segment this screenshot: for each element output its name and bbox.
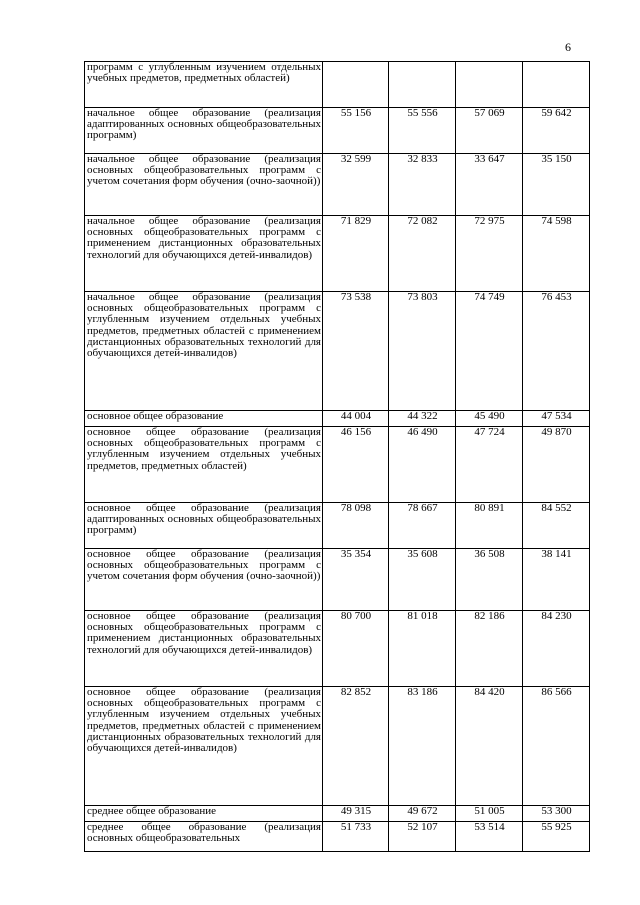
table-row xyxy=(85,62,590,108)
table-row xyxy=(85,687,590,806)
row-value-1 xyxy=(323,62,389,108)
row-value-2: 83 186 xyxy=(389,687,456,806)
row-value-4: 76 453 xyxy=(523,292,590,411)
table-row xyxy=(85,411,590,427)
row-value-4: 55 925 xyxy=(523,822,590,852)
table-row xyxy=(85,154,590,216)
row-value-4: 35 150 xyxy=(523,154,590,216)
row-value-4: 53 300 xyxy=(523,806,590,822)
row-value-1: 46 156 xyxy=(323,427,389,503)
row-value-3: 57 069 xyxy=(456,108,523,154)
row-value-2: 44 322 xyxy=(389,411,456,427)
row-description: основное общее образование (реализация основных общеобразовательных программ с углубленным изучением отдельных учебных предметов, предметных областей) xyxy=(85,427,323,503)
row-value-4: 84 552 xyxy=(523,503,590,549)
row-description: программ с углубленным изучением отдельных учебных предметов, предметных областей) xyxy=(85,62,323,108)
row-value-2: 81 018 xyxy=(389,611,456,687)
row-description: основное общее образование (реализация основных общеобразовательных программ с учетом сочетания форм обучения (очно-заочной)) xyxy=(85,549,323,611)
row-value-2 xyxy=(389,62,456,108)
row-value-2: 55 556 xyxy=(389,108,456,154)
row-value-3: 33 647 xyxy=(456,154,523,216)
row-value-2: 35 608 xyxy=(389,549,456,611)
row-description: начальное общее образование (реализация адаптированных основных общеобразовательных программ) xyxy=(85,108,323,154)
row-value-2: 73 803 xyxy=(389,292,456,411)
row-value-4: 47 534 xyxy=(523,411,590,427)
row-value-4: 59 642 xyxy=(523,108,590,154)
row-value-4: 84 230 xyxy=(523,611,590,687)
row-value-1: 80 700 xyxy=(323,611,389,687)
row-value-3: 84 420 xyxy=(456,687,523,806)
row-value-3: 74 749 xyxy=(456,292,523,411)
row-value-1: 73 538 xyxy=(323,292,389,411)
row-value-3: 82 186 xyxy=(456,611,523,687)
row-value-2: 46 490 xyxy=(389,427,456,503)
table-row xyxy=(85,611,590,687)
table-row xyxy=(85,292,590,411)
row-description: начальное общее образование (реализация основных общеобразовательных программ с применением дистанционных образовательных технологий для обучающихся детей-инвалидов) xyxy=(85,216,323,292)
row-value-3: 72 975 xyxy=(456,216,523,292)
row-value-1: 55 156 xyxy=(323,108,389,154)
table-row xyxy=(85,822,590,852)
row-value-2: 32 833 xyxy=(389,154,456,216)
table-row xyxy=(85,503,590,549)
row-value-4: 38 141 xyxy=(523,549,590,611)
table-row xyxy=(85,549,590,611)
row-value-2: 52 107 xyxy=(389,822,456,852)
row-description: начальное общее образование (реализация основных общеобразовательных программ с учетом сочетания форм обучения (очно-заочной)) xyxy=(85,154,323,216)
row-description: основное общее образование xyxy=(85,411,323,427)
row-description: среднее общее образование xyxy=(85,806,323,822)
row-description: основное общее образование (реализация адаптированных основных общеобразовательных программ) xyxy=(85,503,323,549)
row-value-1: 71 829 xyxy=(323,216,389,292)
row-value-1: 44 004 xyxy=(323,411,389,427)
row-description: начальное общее образование (реализация основных общеобразовательных программ с углубленным изучением отдельных учебных предметов, предметных областей с применением дистанционных образовательных технологий для обучающихся детей-инвалидов) xyxy=(85,292,323,411)
table-row xyxy=(85,108,590,154)
row-value-3: 45 490 xyxy=(456,411,523,427)
row-value-1: 32 599 xyxy=(323,154,389,216)
row-value-2: 72 082 xyxy=(389,216,456,292)
table-row xyxy=(85,216,590,292)
row-value-3: 47 724 xyxy=(456,427,523,503)
table-row xyxy=(85,806,590,822)
row-value-4: 86 566 xyxy=(523,687,590,806)
row-value-2: 78 667 xyxy=(389,503,456,549)
page-number: 6 xyxy=(565,40,571,54)
row-description: основное общее образование (реализация основных общеобразовательных программ с углубленным изучением отдельных учебных предметов, предметных областей с применением дистанционных образовательных технологий для обучающихся детей-инвалидов) xyxy=(85,687,323,806)
row-description: среднее общее образование (реализация основных общеобразовательных xyxy=(85,822,323,852)
standards-table xyxy=(84,61,590,852)
row-value-1: 35 354 xyxy=(323,549,389,611)
row-value-4 xyxy=(523,62,590,108)
row-value-3: 36 508 xyxy=(456,549,523,611)
row-value-2: 49 672 xyxy=(389,806,456,822)
row-value-4: 74 598 xyxy=(523,216,590,292)
row-value-1: 78 098 xyxy=(323,503,389,549)
row-value-1: 49 315 xyxy=(323,806,389,822)
table-row xyxy=(85,427,590,503)
row-value-1: 51 733 xyxy=(323,822,389,852)
row-value-3: 51 005 xyxy=(456,806,523,822)
row-value-1: 82 852 xyxy=(323,687,389,806)
row-value-4: 49 870 xyxy=(523,427,590,503)
row-value-3: 53 514 xyxy=(456,822,523,852)
row-value-3 xyxy=(456,62,523,108)
row-value-3: 80 891 xyxy=(456,503,523,549)
row-description: основное общее образование (реализация основных общеобразовательных программ с применением дистанционных образовательных технологий для обучающихся детей-инвалидов) xyxy=(85,611,323,687)
